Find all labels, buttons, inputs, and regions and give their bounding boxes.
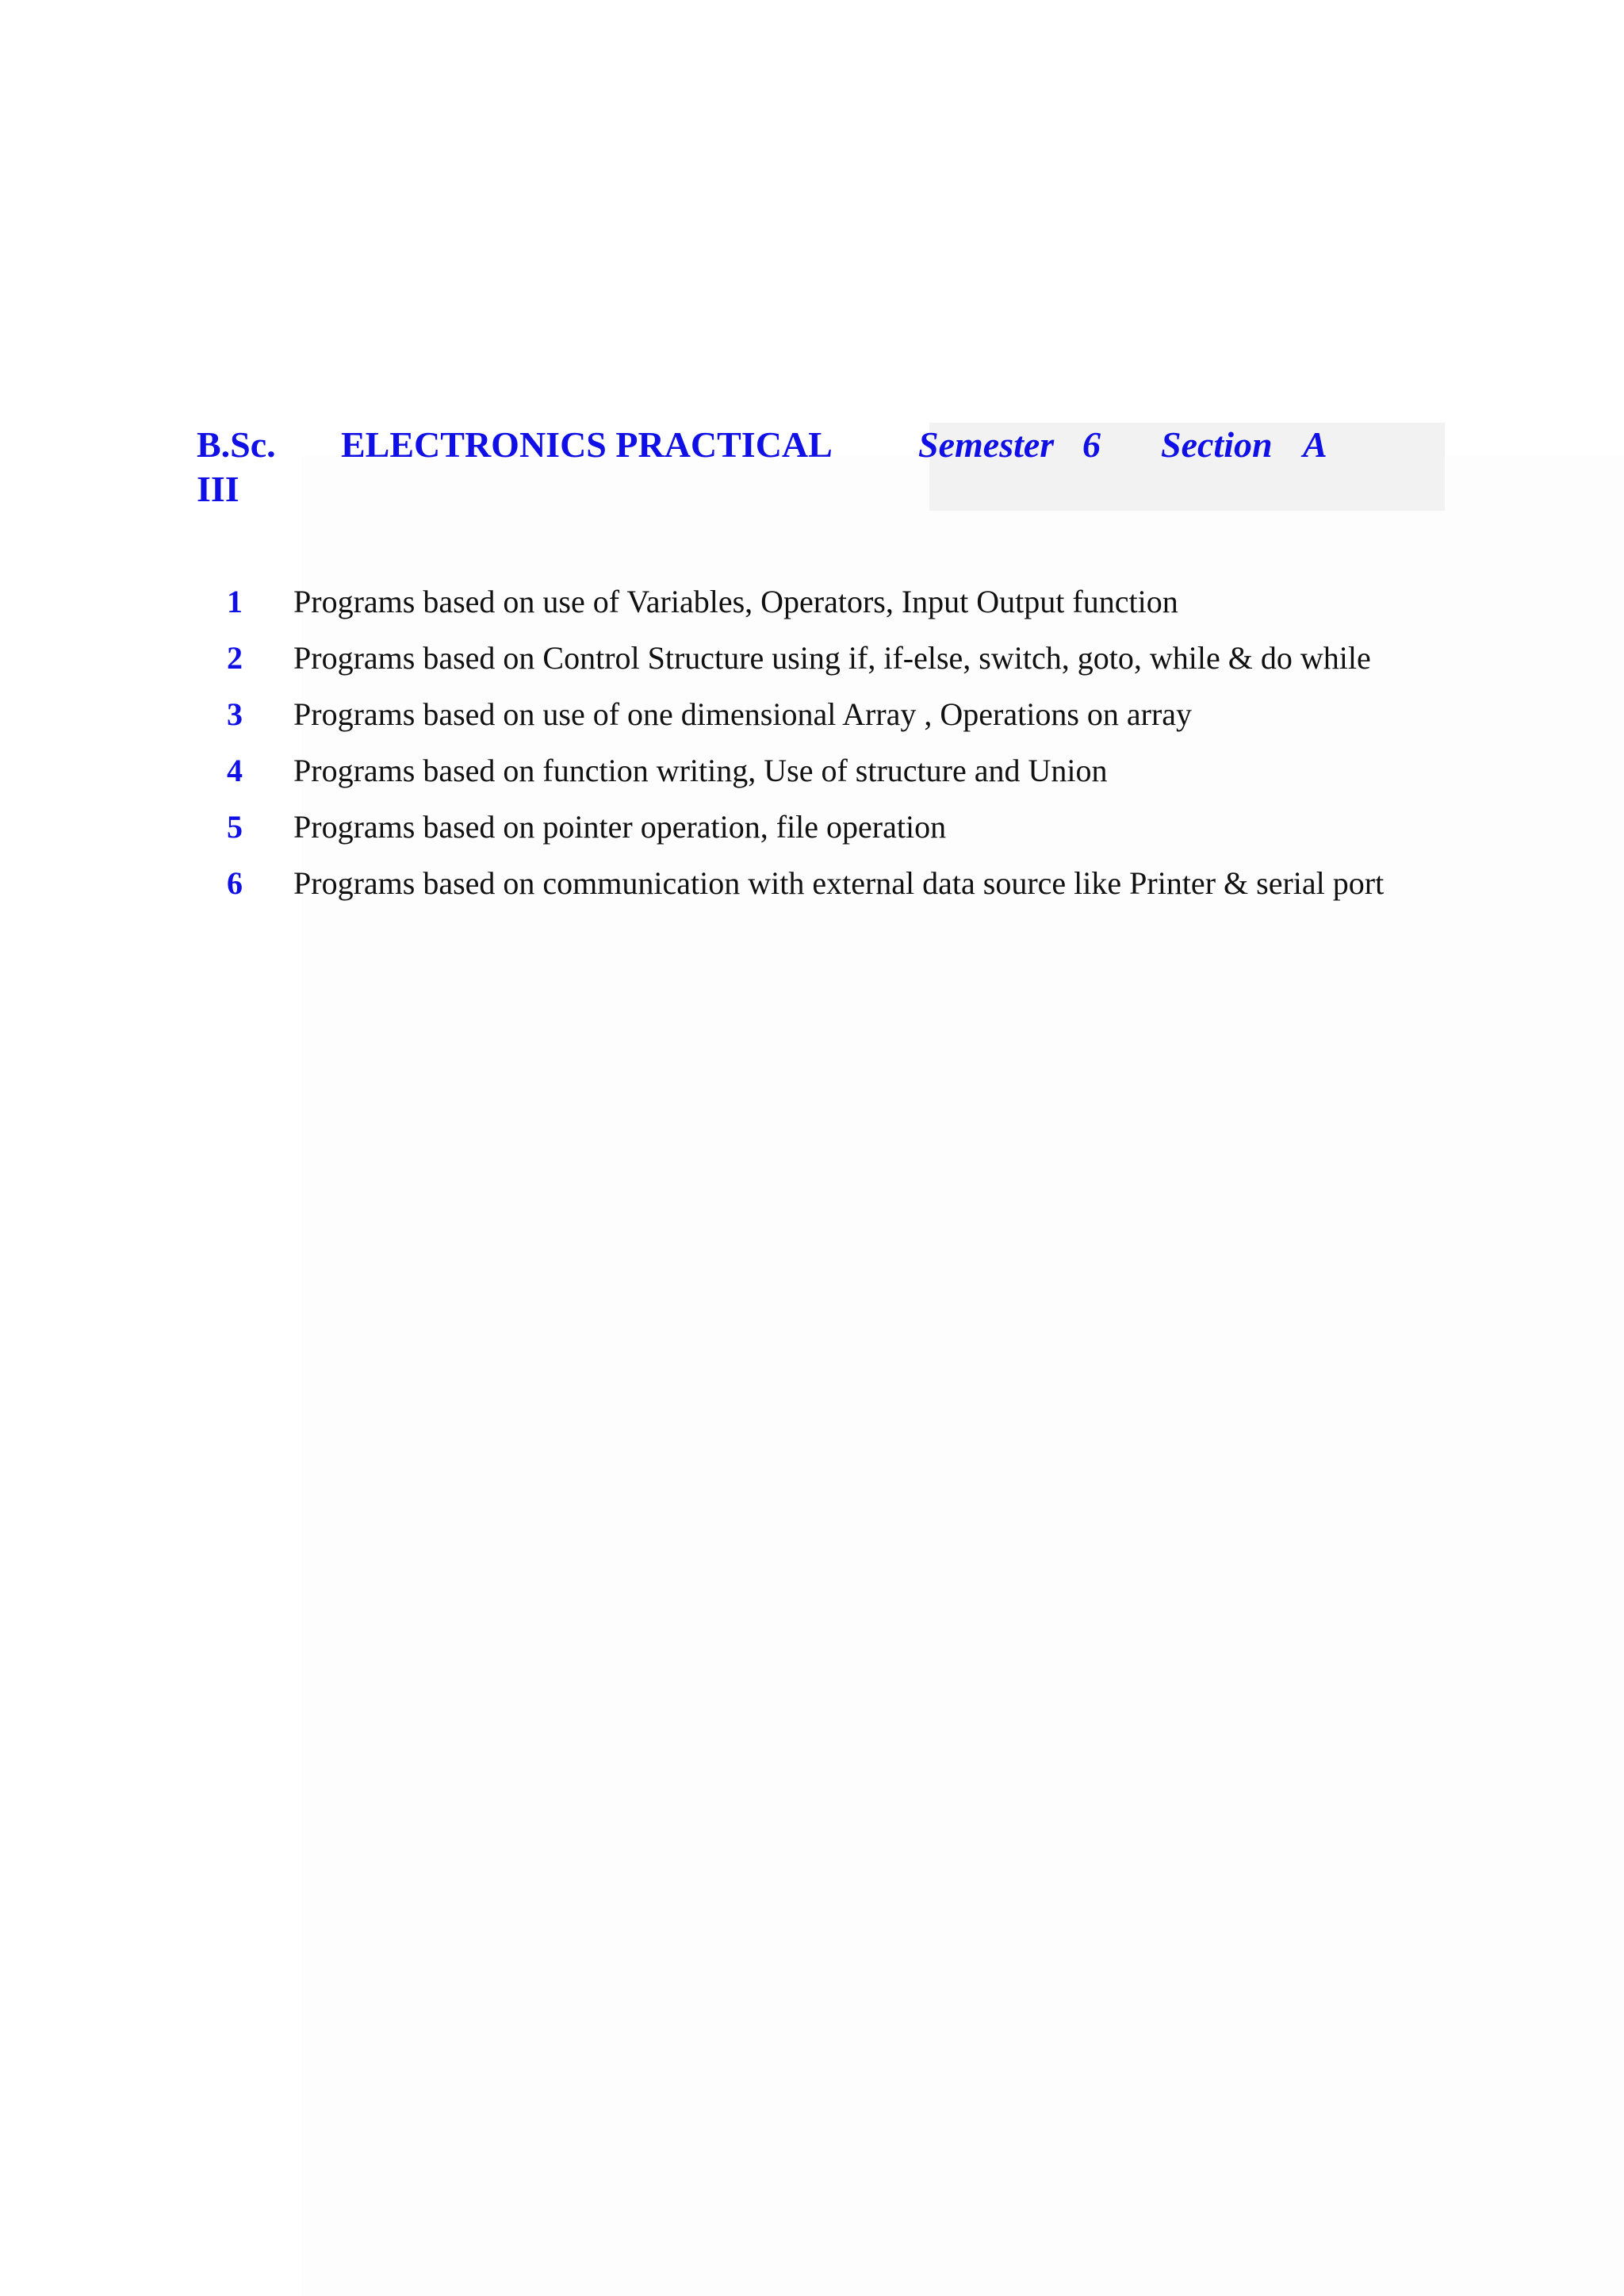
list-item — [0, 864, 1624, 921]
list-item — [0, 639, 1624, 696]
item-number: 1 — [227, 584, 243, 619]
list-item — [0, 583, 1624, 639]
item-text: Programs based on pointer operation, file operation — [293, 809, 947, 845]
item-text: Programs based on use of one dimensional Array , Operations on array — [293, 696, 1193, 732]
item-text: Programs based on function writing, Use of structure and Union — [293, 753, 1108, 788]
item-text: Programs based on use of Variables, Operators, Input Output function — [293, 584, 1178, 619]
section-label: Section — [1161, 424, 1273, 465]
item-text: Programs based on Control Structure using if, if-else, switch, goto, while & do while — [293, 640, 1371, 676]
item-text: Programs based on communication with external data source like Printer & serial port — [293, 865, 1385, 901]
list-item — [0, 808, 1624, 864]
item-number: 6 — [227, 865, 243, 901]
item-number: 2 — [227, 640, 243, 676]
program-label: B.Sc. — [197, 424, 276, 465]
semester-value: 6 — [1082, 424, 1101, 465]
item-number: 4 — [227, 753, 243, 788]
page-title: ELECTRONICS PRACTICAL — [341, 424, 833, 465]
item-number: 3 — [227, 696, 243, 732]
list-item — [0, 752, 1624, 808]
section-value: A — [1303, 424, 1327, 465]
year-label: III — [197, 469, 239, 509]
practical-list — [0, 583, 1624, 921]
item-number: 5 — [227, 809, 243, 845]
list-item — [0, 696, 1624, 752]
semester-label: Semester — [918, 424, 1055, 465]
